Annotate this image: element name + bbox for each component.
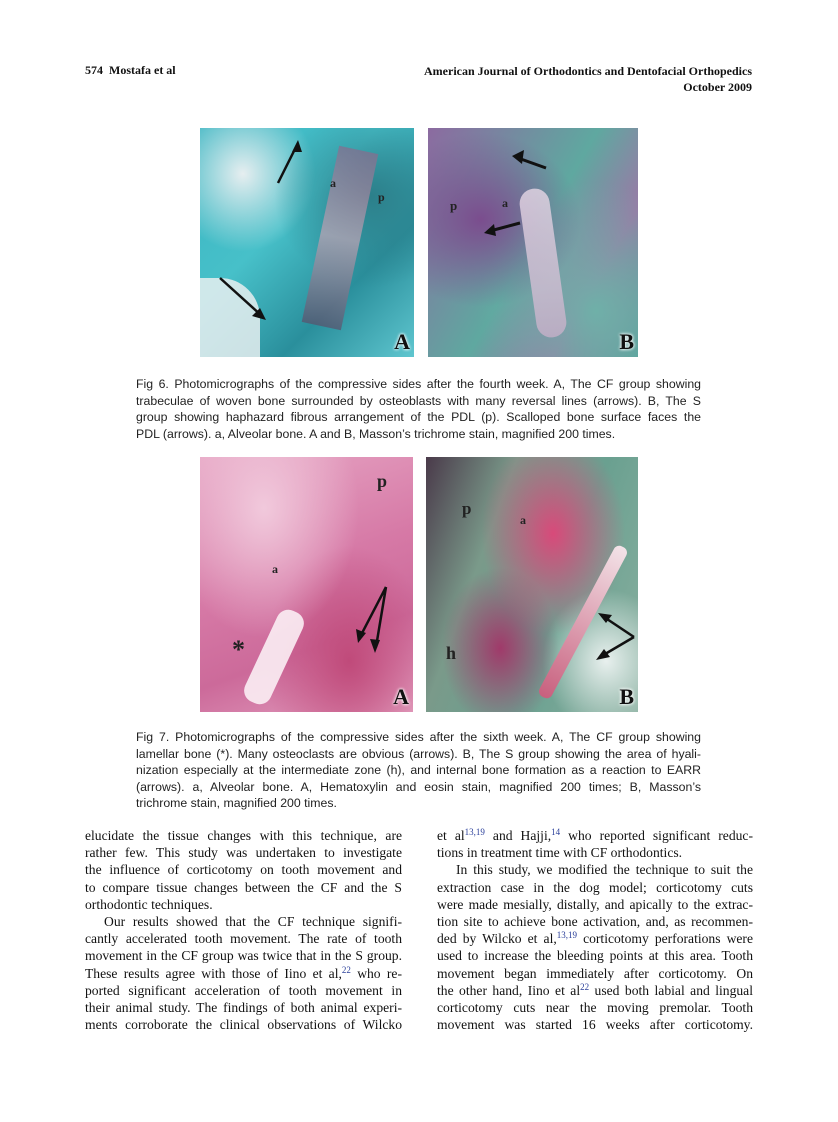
author-header: Mostafa et al [109,63,176,77]
text-segment: who re- [350,965,402,981]
fig7-caption [136,729,701,812]
label-asterisk: * [232,635,245,664]
text-segment: movement began immediately after corticotomy. On [437,965,753,981]
text-segment: their animal study. The findings of both animal experi- [85,1000,402,1016]
label-a: a [502,196,508,210]
arrow-icon [426,457,638,712]
text-segment: ded by Wilcko et al, [437,931,557,947]
citation-link[interactable]: 22 [341,964,351,975]
label-p: p [377,471,388,491]
text-line [85,879,402,896]
running-header-left [85,63,176,78]
text-segment: tion site to achieve bone activation, and, as recommen- [437,914,753,930]
page-number: 574 [85,63,103,77]
arrow-icon [428,128,638,357]
label-p: p [450,198,458,213]
text-segment: corticotomy cuts near the moving premolar. Tooth [437,1000,753,1016]
caption-line: group showing haphazard fibrous arrangement of the PDL (p). Scalloped bone surface faces the [136,410,701,424]
label-a: a [272,562,278,576]
text-segment: tions in treatment time with CF orthodontics. [437,845,683,861]
text-line [437,896,753,913]
text-segment: In this study, we modified the technique to suit the [456,862,753,878]
text-segment: These results agree with those of Iino et al, [85,965,342,981]
text-line [85,896,402,913]
text-segment: who reported significant reduc- [560,828,753,843]
text-line [85,844,402,861]
panel-letter: A [393,684,409,709]
label-p: p [378,190,385,204]
text-segment: used both labial and lingual [589,982,753,998]
text-line [85,861,402,878]
fig6-caption [136,376,701,442]
label-a: a [520,513,526,527]
text-segment: movement in the CF group was twice that in the S group. [85,948,402,964]
text-segment: the influence of corticotomy on tooth movement and [85,862,402,878]
text-segment: used to increase the bleeding points at this area. Tooth [437,948,753,964]
text-line [437,861,753,878]
fig6-panel-b-image [428,128,638,357]
caption-line: Fig 7. Photomicrographs of the compressive sides after the sixth week. A, The CF group showing [136,730,701,744]
text-line [437,913,753,930]
text-segment: orthodontic techniques. [85,896,213,912]
text-segment: the other hand, Iino et al [437,982,581,998]
fig7-panel-a-image [200,457,413,712]
text-line [437,982,753,999]
issue-date: October 2009 [683,80,752,94]
text-line [85,999,402,1016]
caption-line: lamellar bone (*). Many osteoclasts are obvious (arrows). B, The S group showing the area of hyali- [136,746,701,761]
text-segment: rather few. This study was undertaken to investigate [85,845,402,861]
body-column-right [437,827,753,1033]
text-segment: movement was started 16 weeks after corticotomy. [437,1017,753,1033]
citation-link[interactable]: 22 [580,981,590,992]
journal-name: American Journal of Orthodontics and Dentofacial Orthopedics [424,64,752,78]
panel-letter: A [394,329,410,354]
citation-link[interactable]: 13,19 [464,827,485,837]
label-h: h [446,643,457,663]
text-segment: to compare tissue changes between the CF and the S [85,879,402,895]
label-p: p [462,499,472,518]
text-segment: extraction case in the dog model; corticotomy cuts [437,879,753,895]
text-segment: corticotomy perforations were [577,931,753,947]
text-line [85,1016,402,1033]
fig6-panel-a-image [200,128,414,357]
text-line [437,844,753,861]
caption-line: PDL (arrows). a, Alveolar bone. A and B, Masson’s trichrome stain, magnified 200 times. [136,426,616,441]
body-column-left [85,827,402,1033]
text-line [437,947,753,964]
running-header-right [424,63,752,95]
text-line [85,965,402,982]
text-line [85,947,402,964]
label-a: a [330,176,336,190]
caption-line: trichrome stain, magnified 200 times. [136,796,337,810]
text-line [437,999,753,1016]
panel-letter: B [619,684,634,709]
panel-letter: B [619,329,634,354]
arrow-icon [200,457,413,712]
caption-line: trabeculae of woven bone surrounded by osteoblasts with many reversal lines (arrows). B, The S [136,393,701,408]
caption-line: (arrows). a, Alveolar bone. A, Hematoxylin and eosin stain, magnified 200 times; B, Masson’s [136,779,701,794]
text-segment: were made mesially, distally, and apically to the extrac- [437,896,753,912]
text-segment: ments corroborate the clinical observations of Wilcko [85,1017,402,1033]
citation-link[interactable]: 13,19 [556,930,577,941]
text-line [85,982,402,999]
text-segment: cantly accelerated tooth movement. The rate of tooth [85,931,402,947]
text-line [437,827,753,844]
text-line [437,879,753,896]
fig7-panel-b-image [426,457,638,712]
caption-line: nization especially at the intermediate zone (h), and internal bone formation as a reaction to EARR [136,763,701,777]
text-segment: Our results showed that the CF technique signifi- [104,914,402,930]
caption-line: Fig 6. Photomicrographs of the compressive sides after the fourth week. A, The CF group showing [136,377,701,391]
text-segment: ported significant acceleration of tooth movement in [85,982,402,998]
text-line [437,930,753,947]
text-line [437,965,753,982]
citation-link[interactable]: 14 [551,827,561,837]
text-segment: and Hajji, [484,828,552,843]
arrow-icon [200,128,414,357]
text-line [437,1016,753,1033]
text-line [85,827,402,844]
text-line [85,930,402,947]
text-segment: et al [437,828,465,843]
text-segment: elucidate the tissue changes with this technique, are [85,828,402,843]
text-line [85,913,402,930]
